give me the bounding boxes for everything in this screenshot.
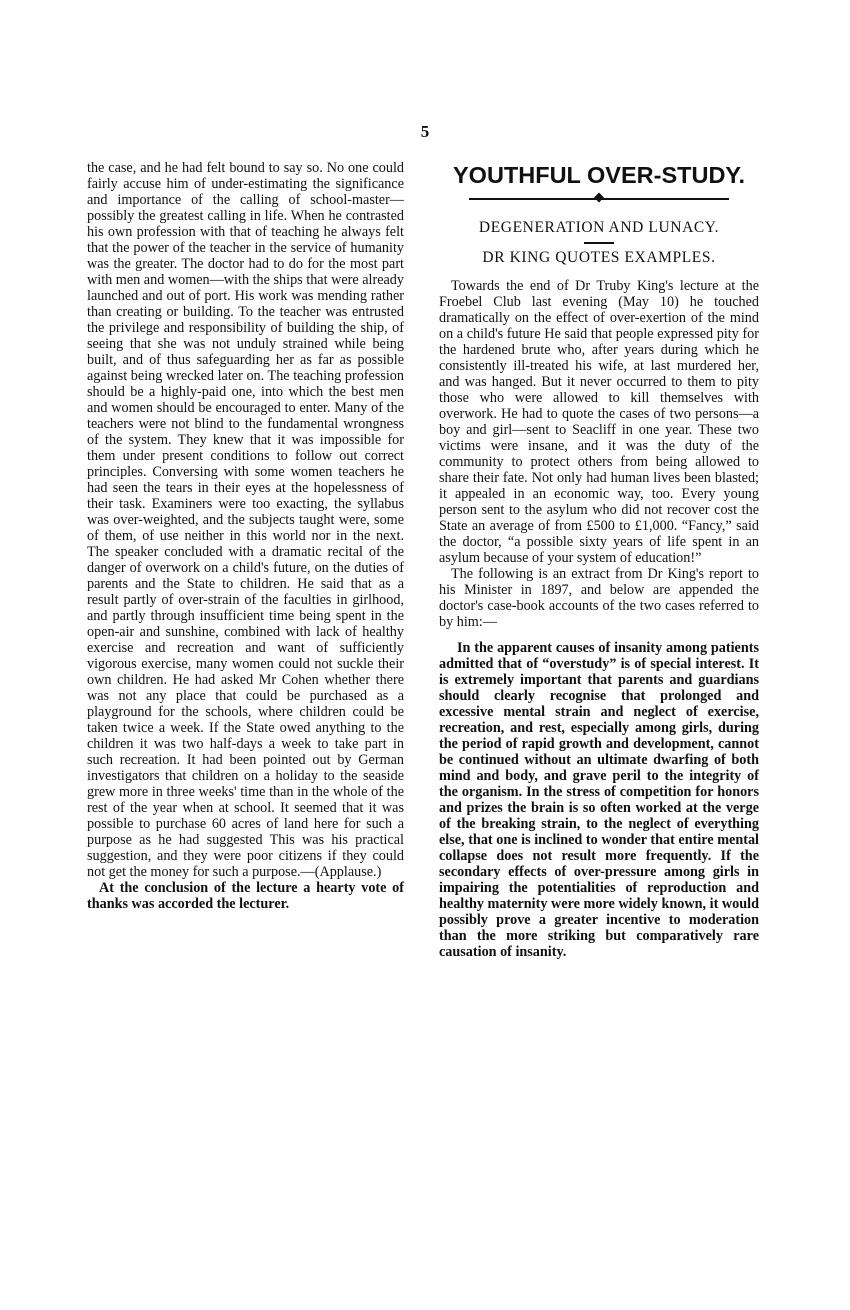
diamond-ornament-icon: [594, 193, 604, 203]
article-paragraph: Towards the end of Dr Truby King's lecture at the Froebel Club last evening (May 10) he touched dramatically on the effect of over-exertion of the mind on a child's future He said that people expressed pity for the hardened brute who, after years during which he consistently ill-treated his wife, at last murdered her, and was hanged. But it never occurred to them to pity those who were allowed to kill themselves with overwork. He had to quote the cases of two persons—a boy and girl—sent to Seacliff in one year. These two victims were insane, and it was the duty of the community to protect others from being allowed to share their fate. Not only had human lives been blasted; it appealed in an economic way, too. Every young person sent to the asylum who did not recover cost the State an average of from £500 to £1,000. “Fancy,” said the doctor, “a possible sixty years of life spent in an asylum because of your system of education!”: [439, 278, 759, 566]
left-paragraph-closing: At the conclusion of the lecture a hearty vote of thanks was accorded the lecturer.: [87, 880, 404, 912]
right-column: [439, 162, 759, 960]
headline-divider: [469, 192, 729, 206]
subhead-divider: [584, 242, 614, 244]
subheadline-examples: DR KING QUOTES EXAMPLES.: [482, 249, 716, 266]
subheadline-degeneration: DEGENERATION AND LUNACY.: [478, 219, 720, 236]
extract-paragraph: In the apparent causes of insanity among patients admitted that of “overstudy” is of special interest. It is extremely important that parents and guardians should clearly recognise that prolonged and excessive mental strain and neglect of exercise, recreation, and rest, especially among girls, during the period of rapid growth and development, cannot be continued without an ultimate dwarfing of both mind and body, and grave peril to the integrity of the organism. In the stress of competition for honors and prizes the brain is so often worked at the verge of the breaking strain, to the neglect of everything else, that one is inclined to wonder that entire mental collapse does not result more frequently. If the secondary effects of over-pressure among girls in impairing the potentialities of reproduction and healthy maternity were more widely known, it would possibly prove a greater incentive to moderation than the more striking but comparatively rare causation of insanity.: [439, 640, 759, 960]
report-extract: [439, 640, 759, 960]
article-headline: YOUTHFUL OVER-STUDY.: [452, 162, 746, 188]
article-paragraph: The following is an extract from Dr King's report to his Minister in 1897, and below are appended the doctor's case-book accounts of the two cases referred to by him:—: [439, 566, 759, 630]
page-number: 5: [420, 122, 430, 141]
left-paragraph: the case, and he had felt bound to say so. No one could fairly accuse him of under-estimating the significance and importance of the calling of school-master—possibly the greatest calling in life. When he contrasted his own profession with that of teaching he always felt that the power of the teacher in the service of humanity was the greater. The doctor had to do for the most part with men and women—with the ships that were already launched and out of port. His work was mending rather than creating or building. To the teacher was entrusted the privilege and responsibility of building the ship, of seeing that she was not unduly strained while being built, and of thus safeguarding her as far as possible against being wrecked later on. The teaching profession should be a highly-paid one, into which the best men and women should be encouraged to enter. Many of the teachers were not blind to the fundamental wrongness of the system. They knew that it was impossible for them under present conditions to follow out correct principles. Conversing with some women teachers he had seen the tears in their eyes at the hopelessness of their task. Examiners were too exacting, the syllabus was over-weighted, and the subjects taught were, some of them, of use neither in this world nor in the next. The speaker concluded with a dramatic recital of the danger of overwork on a child's future, on the duties of parents and the State to children. He said that as a result partly of over-strain of the faculties in girlhood, and partly through insufficient time being spent in the open-air and sunshine, combined with lack of healthy exercise and recreation and want of sufficiently vigorous exercise, many women could not suckle their own children. He had asked Mr Cohen whether there was not any place that could be purchased as a playground for the schools, where children could be taken twice a week. If the State owed anything to the children it was two half-days a week to take part in such recreation. It had been pointed out by German investigators that children on a holiday to the seaside grew more in three weeks' time than in the whole of the rest of the year when at school. It seemed that it was possible to purchase 60 acres of land here for such a purpose as he had suggested This was his practical suggestion, and they were poor citizens if they could not get the money for such a purpose.—(Applause.): [87, 160, 404, 880]
left-column: [87, 160, 404, 912]
